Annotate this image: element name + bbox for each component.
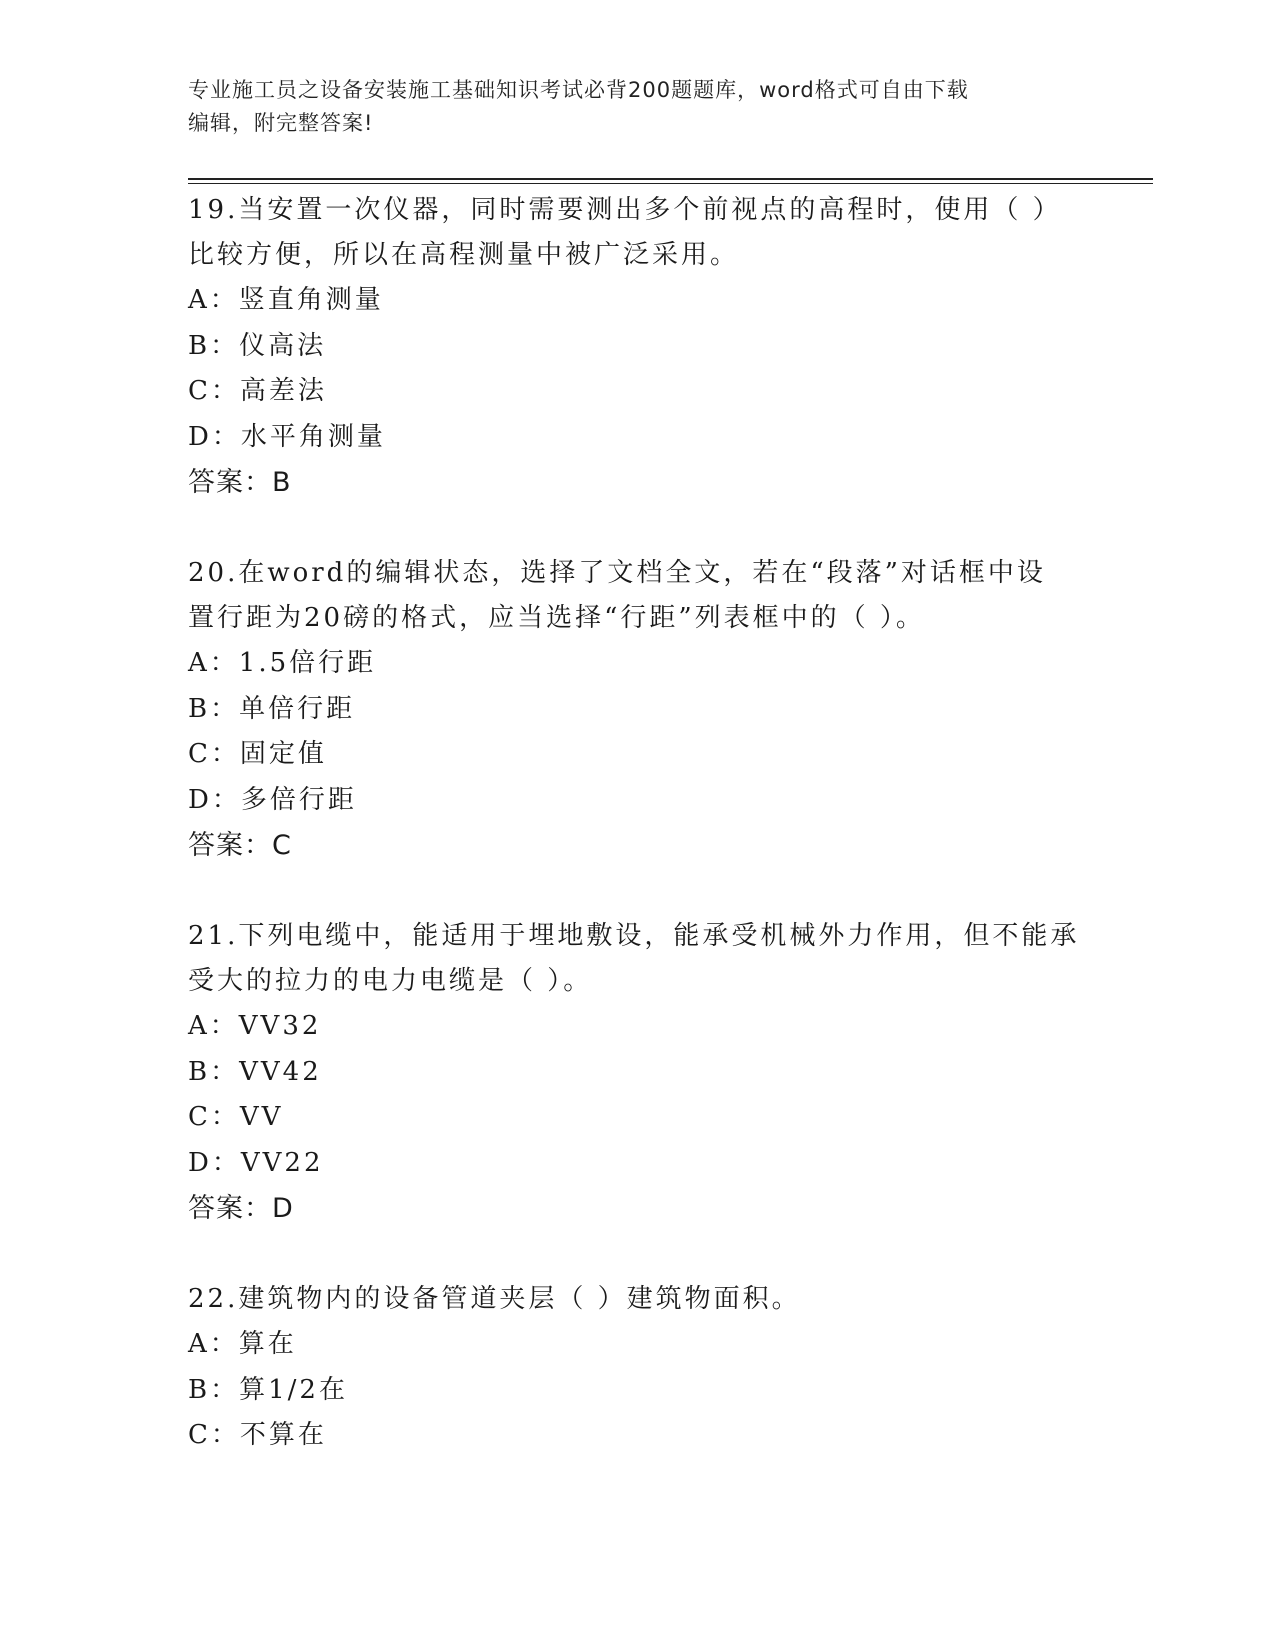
question-22 (188, 1277, 1088, 1459)
question-stem-line: 比较方便，所以在高程测量中被广泛采用。 (188, 240, 740, 270)
answer: 答案：D (188, 1193, 294, 1224)
answer: 答案：C (188, 830, 292, 861)
option-d: D：水平角测量 (188, 421, 386, 452)
option-c: C：高差法 (188, 376, 327, 406)
question-stem-line: 受大的拉力的电力电缆是（ ）。 (188, 966, 593, 996)
option-a: A：竖直角测量 (188, 285, 384, 315)
option-d: D：VV22 (188, 1147, 324, 1178)
option-b: B：算1/2在 (188, 1374, 348, 1405)
document-title-line-2: 编辑，附完整答案! (188, 111, 374, 135)
option-c: C：VV (188, 1102, 284, 1132)
option-a: A：1.5倍行距 (188, 648, 377, 678)
option-b: B：VV42 (188, 1056, 322, 1087)
question-stem (188, 551, 1088, 641)
question-21 (188, 914, 1088, 1231)
document-title-line-1: 专业施工员之设备安装施工基础知识考试必背200题题库，word格式可自由下载 (188, 78, 969, 102)
option-d: D：多倍行距 (188, 784, 357, 815)
question-stem-line: 置行距为20磅的格式，应当选择“行距”列表框中的（ ）。 (188, 603, 925, 633)
question-20 (188, 551, 1088, 868)
question-stem-line: 20.在word的编辑状态，选择了文档全文，若在“段落”对话框中设 (188, 558, 1046, 588)
question-stem-line: 22.建筑物内的设备管道夹层（ ）建筑物面积。 (188, 1284, 801, 1314)
header-divider (188, 178, 1153, 180)
question-stem-line: 21.下列电缆中，能适用于埋地敷设，能承受机械外力作用，但不能承 (188, 921, 1080, 951)
question-stem (188, 1277, 1088, 1322)
option-b: B：单倍行距 (188, 693, 356, 724)
question-stem-line: 19.当安置一次仪器，同时需要测出多个前视点的高程时，使用（ ） (188, 195, 1062, 225)
option-a: A：VV32 (188, 1011, 322, 1041)
option-c: C：不算在 (188, 1420, 327, 1450)
option-a: A：算在 (188, 1329, 297, 1359)
question-19 (188, 188, 1088, 505)
question-list (188, 188, 1088, 1505)
option-b: B：仪高法 (188, 330, 327, 361)
document-header (188, 74, 1088, 140)
answer: 答案：B (188, 467, 292, 498)
question-stem (188, 914, 1088, 1004)
option-c: C：固定值 (188, 739, 327, 769)
question-stem (188, 188, 1088, 278)
header-divider-thin (188, 183, 1153, 184)
